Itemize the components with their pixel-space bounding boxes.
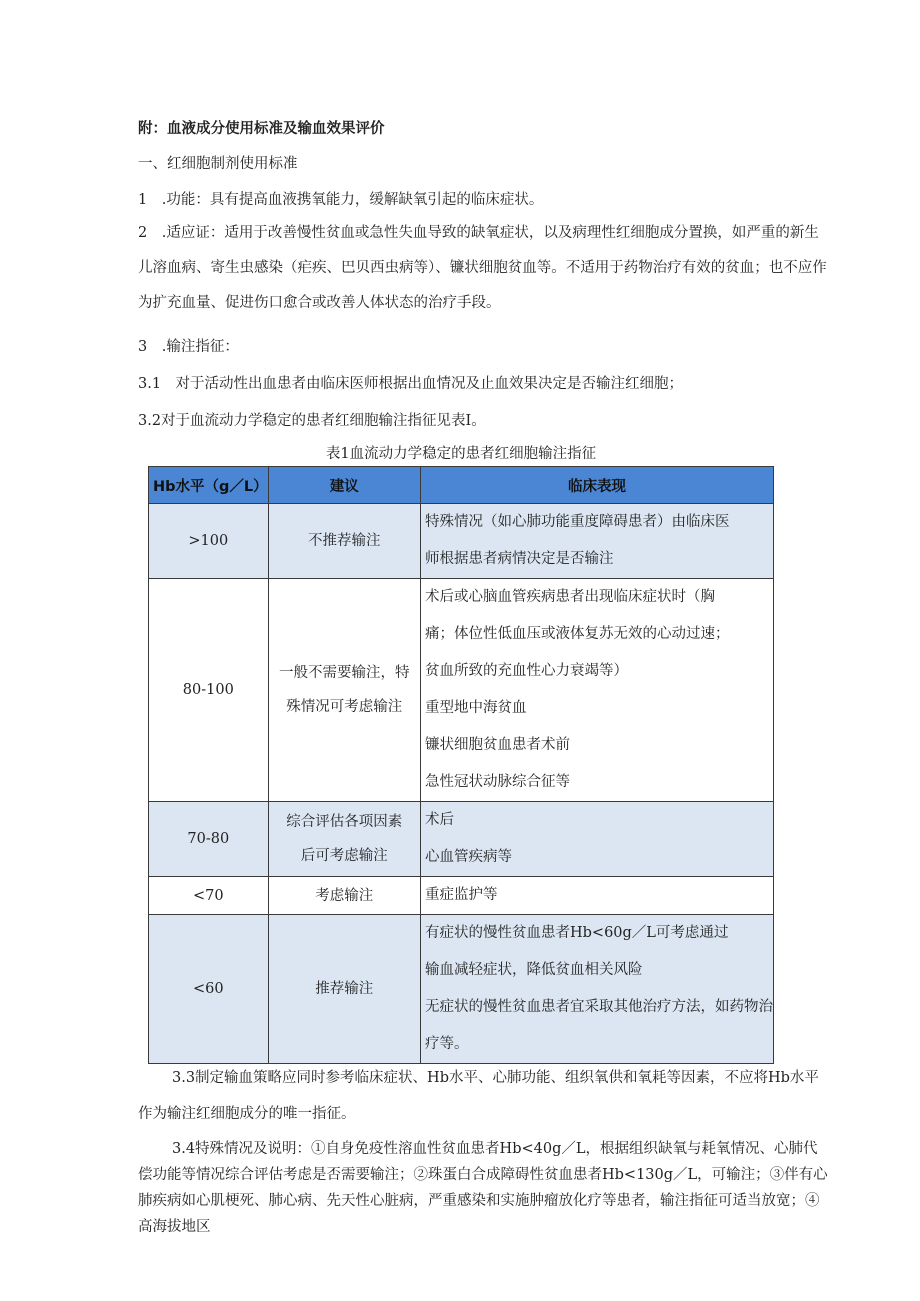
hb-level-cell: <70 [149,877,269,915]
hb-level-cell: <60 [149,915,269,1064]
item-3-2: 3.2对于血流动力学稳定的患者红细胞输注指征见表I。 [138,413,486,429]
clinical-line: 无症状的慢性贫血患者宜采取其他治疗方法，如药物治 [425,999,773,1015]
item-transfusion-indications: 3 .输注指征： [138,339,239,355]
clinical-line: 重型地中海贫血 [425,700,527,716]
hb-level-cell: 80-100 [149,579,269,802]
table-row [149,877,774,915]
table-header-row [149,467,774,504]
table-row [149,504,774,579]
header-hb-level: Hb水平（g／L） [149,467,269,504]
clinical-line: 疗等。 [425,1036,469,1052]
table-row [149,579,774,802]
item-3-4: 3.4特殊情况及说明：①自身免疫性溶血性贫血患者Hb<40g／L，根据组织缺氧与耗氧情况、心肺代偿功能等情况综合评估考虑是否需要输注；②珠蛋白合成障碍性贫血患者Hb<130g／L，可输注；③伴有心肺疾病如心肌梗死、肺心病、先天性心脏病，严重感染和实施肿瘤放化疗等患者，输注指征可适当放宽；④高海拔地区 [138,1141,828,1235]
clinical-line: 输血减轻症状，降低贫血相关风险 [425,962,643,978]
item-indications: 2 .适应证：适用于改善慢性贫血或急性失血导致的缺氧症状，以及病理性红细胞成分置换，如严重的新生儿溶血病、寄生虫感染（疟疾、巴贝西虫病等）、镰状细胞贫血等。不适用于药物治疗有效的贫血；也不应作为扩充血量、促进伤口愈合或改善人体状态的治疗手段。 [138,225,827,311]
clinical-line: 心血管疾病等 [425,849,512,865]
clinical-line: 重症监护等 [425,887,498,903]
table-row [149,802,774,877]
clinical-cell [421,915,774,1064]
suggestion-cell: 考虑输注 [268,877,420,915]
suggestion-cell: 综合评估各项因素后可考虑输注 [268,802,420,877]
section-title: 一、红细胞制剂使用标准 [138,156,298,172]
clinical-line: 贫血所致的充血性心力衰竭等） [425,663,628,679]
suggestion-cell: 不推荐输注 [268,504,420,579]
hb-level-cell: 70-80 [149,802,269,877]
header-clinical: 临床表现 [421,467,774,504]
item-function: 1 .功能：具有提高血液携氧能力，缓解缺氧引起的临床症状。 [138,192,544,208]
table-row [149,915,774,1064]
clinical-line: 急性冠状动脉综合征等 [425,774,570,790]
clinical-line: 镰状细胞贫血患者术前 [425,737,570,753]
item-3-3: 3.3制定输血策略应同时参考临床症状、Hb水平、心肺功能、组织氧供和氧耗等因素，不应将Hb水平作为输注红细胞成分的唯一指征。 [138,1070,819,1122]
clinical-line: 有症状的慢性贫血患者Hb<60g／L可考虑通过 [425,925,729,941]
table-caption: 表1血流动力学稳定的患者红细胞输注指征 [325,446,597,462]
clinical-cell [421,802,774,877]
hb-level-cell: >100 [149,504,269,579]
clinical-line: 师根据患者病情决定是否输注 [425,551,614,567]
suggestion-cell: 推荐输注 [268,915,420,1064]
clinical-line: 特殊情况（如心肺功能重度障碍患者）由临床医 [425,514,730,530]
clinical-line: 术后或心脑血管疾病患者出现临床症状时（胸 [425,589,715,605]
clinical-line: 术后 [425,812,454,828]
clinical-cell [421,504,774,579]
clinical-cell [421,579,774,802]
header-suggestion: 建议 [268,467,420,504]
clinical-cell [421,877,774,915]
item-3-1: 3.1 对于活动性出血患者由临床医师根据出血情况及止血效果决定是否输注红细胞； [138,376,684,392]
clinical-line: 痛；体位性低血压或液体复苏无效的心动过速； [425,626,730,642]
document-heading: 附：血液成分使用标准及输血效果评价 [138,121,385,137]
transfusion-indication-table [148,466,774,1064]
suggestion-cell: 一般不需要输注，特殊情况可考虑输注 [268,579,420,802]
